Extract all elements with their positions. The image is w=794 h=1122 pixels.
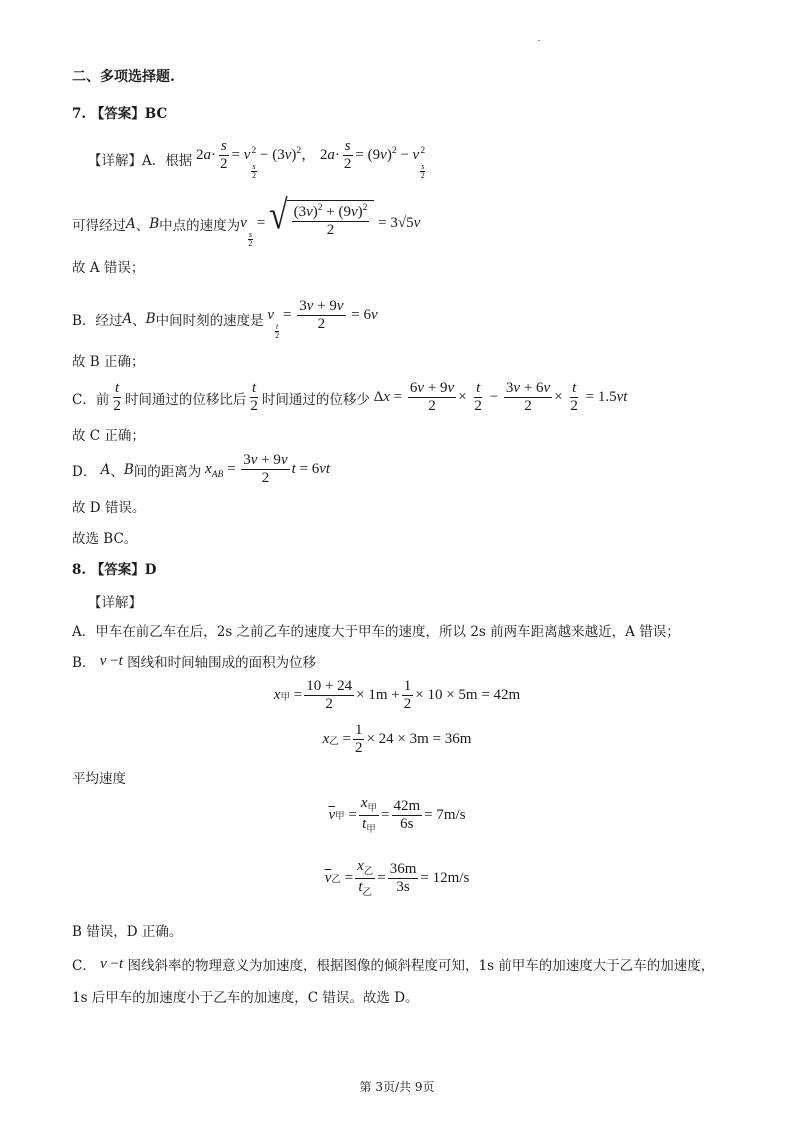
q7-d-text: D． <box>72 463 97 480</box>
q8-bd-result: B 错误，D 正确。 <box>72 924 183 940</box>
q8-avg-label: 平均速度 <box>72 771 126 787</box>
section-title: 二、多项选择题. <box>72 69 175 85</box>
q7-b-result: 故 B 正确； <box>72 354 145 370</box>
q8-c-line2: 1s 后甲车的加速度小于乙车的加速度，C 错误。故选 D。 <box>72 990 419 1006</box>
q7-c-text3: 时间通过的位移少 <box>261 391 370 408</box>
formula-c: Δx = $\frac{6v + 9v}{2}$ × $\frac{t}{2}$ − $\frac{3v + 6v}{2}$ × $\frac{t}{2}$ = 1.5vt <box>369 380 628 415</box>
q7-a-result: 故 A 错误； <box>72 260 145 276</box>
q8-answer: 8. 【答案】D <box>72 562 157 578</box>
q8-detail-label: 【详解】 <box>88 595 142 611</box>
page-footer: 第 3页/共 9页 <box>359 1080 435 1094</box>
formula-x-yi: x 乙 = $\frac{1}{2}$ × 24 × 3m = 36m <box>322 722 472 757</box>
q7-c-result: 故 C 正确； <box>72 428 145 444</box>
q7-b-text: B．经过 <box>72 313 123 330</box>
q7-final: 故选 BC。 <box>72 531 138 547</box>
q7-answer: 7. 【答案】BC <box>72 106 168 122</box>
formula-x-jia: x 甲 = $\frac{10 + 24}{2}$ × 1m + $\frac{1}{2}$ × 10 × 5m = 42m <box>273 678 521 713</box>
formula-a2: v $\frac{s}{2}$ = √ $\frac{(3v)^2 + (9v)^2}{2}$ = 3√5v <box>240 193 421 248</box>
q7-midpoint-speed: 可得经过 A 、 B 中点的速度为 v $\frac{s}{2}$ = √ $\frac{(3v)^2 + (9v)^2}{2}$ = 3√5v <box>72 193 421 248</box>
q7-c-text2: 时间通过的位移比后 <box>124 391 247 408</box>
q8-b-line: B． v − t 图线和时间轴围成的面积为位移 <box>72 652 317 671</box>
q8-c-text1: 图线斜率的物理意义为加速度，根据图像的倾斜程度可知，1s 前甲车的加速度大于乙车的加速度， <box>127 958 715 974</box>
q8-b-text: 图线和时间轴围成的面积为位移 <box>127 655 317 671</box>
formula-v-jia: $\overline{v}$ 甲 = $\frac{x_甲}{t_甲}$ = $\frac{42m}{6s}$ = 7m/s <box>328 795 466 835</box>
q7-c-text1: C．前 <box>72 391 110 408</box>
q7-c-line: C．前 $\frac{t}{2}$ 时间通过的位移比后 $\frac{t}{2}$ 时间通过的位移少 Δx = $\frac{6v + 9v}{2}$ × $\frac{t}{2}$ − $\frac{3v + 6v}{2}$ × $\frac{t}{2}$ = 1.5vt <box>72 380 628 415</box>
q7-b-line: B．经过 A 、 B 中间时刻的速度是 v $\frac{t}{2}$ = $\frac{3v + 9v}{2}$ = 6v <box>72 298 378 341</box>
q7-detail-intro: 【详解】A．根据 <box>88 153 193 170</box>
q7-d-line: D． A 、 B 间的距离为 $x_{AB}$ = $\frac{3v + 9v}{2}$ t = 6vt <box>72 452 331 487</box>
q7-d-mid: 间的距离为 <box>133 463 202 480</box>
scan-dot <box>538 40 540 41</box>
q7-d-result: 故 D 错误。 <box>72 500 146 516</box>
q8-c-line1: C． v − t 图线斜率的物理意义为加速度，根据图像的倾斜程度可知，1s 前甲车的加速度大于乙车的加速度， <box>72 955 715 974</box>
q7-a-prefix: 可得经过 <box>72 218 126 234</box>
formula-a1: 2a· $\frac{s}{2}$ = v $\frac{s}{2}$ $^2 - (3v)^2$， 2a· $\frac{s}{2}$ = $(9v)^2 - v$ $\frac{s}{2}$ $^2$ <box>192 138 426 181</box>
q7-detail-a <box>88 138 425 180</box>
formula-d: $x_{AB}$ = $\frac{3v + 9v}{2}$ t = 6vt <box>205 452 331 487</box>
q8-a-text: A．甲车在前乙车在后，2s 之前乙车的速度大于甲车的速度，所以 2s 前两车距离越来越近，A 错误； <box>72 624 680 640</box>
formula-v-yi: $\overline{v}$ 乙 = $\frac{x_乙}{t_乙}$ = $\frac{36m}{3s}$ = 12m/s <box>324 858 470 898</box>
q7-a-mid: 中点的速度为 <box>159 218 241 234</box>
q7-b-mid: 中间时刻的速度是 <box>155 313 264 330</box>
q7-ab-label: A <box>126 216 136 232</box>
formula-b: v $\frac{t}{2}$ = $\frac{3v + 9v}{2}$ = 6v <box>267 298 378 341</box>
